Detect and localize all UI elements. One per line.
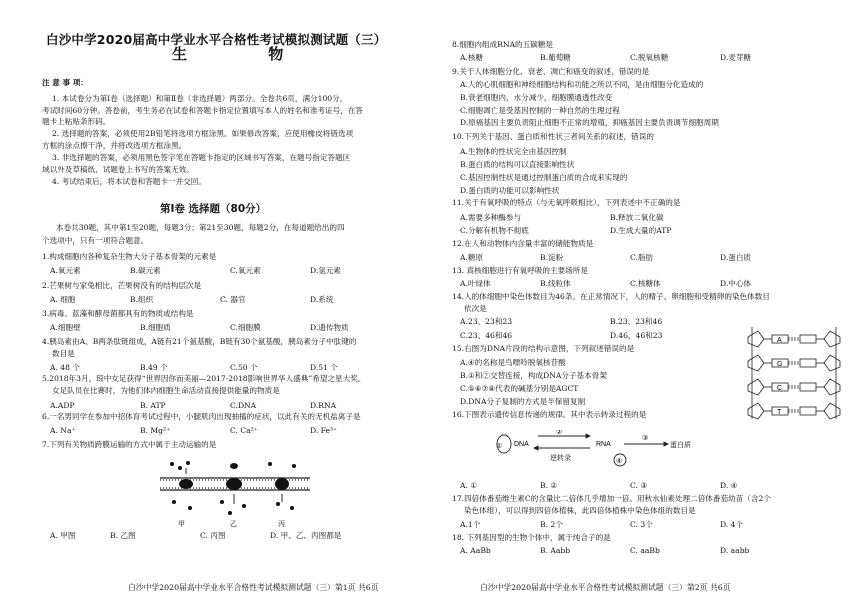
answer-option[interactable]: C.⑤⑥⑦⑧代表的碱基分别是AGCT <box>460 384 579 393</box>
protein-label: 蛋白质 <box>670 442 691 449</box>
answer-option[interactable]: D.46、46和23 <box>610 331 663 340</box>
membrane-transport-figure <box>160 458 310 528</box>
answer-option[interactable]: D. 4个 <box>720 520 744 529</box>
answer-option[interactable]: A.糖原 <box>460 253 484 262</box>
answer-option[interactable]: C.50 个 <box>230 363 258 372</box>
answer-option[interactable]: A.叶绿体 <box>460 279 491 288</box>
question-stem: 2.芒果树与家兔相比，芒果树没有的结构层次是 <box>42 281 202 290</box>
answer-option[interactable]: B.葡萄糖 <box>540 53 571 62</box>
question-stem: 3.病毒、蓝藻和酵母菌都具有的物质或结构是 <box>42 309 194 318</box>
answer-option[interactable]: A.氧元素 <box>50 266 81 275</box>
step-2: ② <box>556 430 563 436</box>
question-stem: 4.胰岛素由A、B两条肽链组成，A链有21个氨基酸，B链有30个氨基酸，胰岛素分子中肽键的 <box>42 337 357 346</box>
question-stem: 14.人的体细胞中染色体数目为46条。在正常情况下，人的精子、卵细胞和受精卵的染色体数目 <box>452 292 770 301</box>
answer-option[interactable]: B.23、23和46 <box>610 317 663 326</box>
answer-option[interactable]: B.衰老细胞内，水分减少，细胞膜通透性改变 <box>460 93 613 102</box>
answer-option[interactable]: B. ATP <box>140 401 166 410</box>
answer-option[interactable]: C.分解有机物不彻底 <box>460 226 529 235</box>
notice-item: 1. 本试卷分为第Ⅰ卷（选择题）和第Ⅱ卷（非选择题）两部分。全卷共6页，满分100分， <box>52 94 348 103</box>
answer-option[interactable]: C.23、46和46 <box>460 331 513 340</box>
question-stem: 数目是 <box>52 349 75 358</box>
answer-option[interactable]: A. Na⁺ <box>50 426 76 435</box>
answer-option[interactable]: A. AaBb <box>460 546 491 555</box>
answer-option[interactable]: A. 细胞 <box>50 295 76 304</box>
question-stem: 10.下列关于基因、蛋白质和性状三者间关系的叙述，错误的 <box>452 132 654 141</box>
answer-option[interactable]: D. 甲、乙、丙图都是 <box>270 531 342 540</box>
answer-option[interactable]: B.①和②交替连接，构成DNA分子基本骨架 <box>460 371 607 380</box>
answer-option[interactable]: C.细胞凋亡是受基因控制的一种自然的生理过程 <box>460 106 620 115</box>
question-stem: 12.在人和动物体内含量丰富的储能物质是 <box>452 239 594 248</box>
answer-option[interactable]: D.蛋白质的功能可以影响性状 <box>460 186 560 195</box>
notice-item: 方框的涂点擦干净，并将改选项方框涂黑。 <box>42 141 187 150</box>
answer-option[interactable]: A.23、23和23 <box>460 317 513 326</box>
answer-option[interactable]: B.49 个 <box>140 363 168 372</box>
base-label-a: A <box>777 337 782 344</box>
answer-option[interactable]: B. ② <box>540 481 558 490</box>
answer-option[interactable]: B.线粒体 <box>540 279 571 288</box>
answer-option[interactable]: A. 48 个 <box>50 363 80 372</box>
answer-option[interactable]: C.细胞膜 <box>230 323 261 332</box>
notice-heading: 注 意 事 项： <box>42 78 88 87</box>
answer-option[interactable]: D.中心体 <box>720 279 752 288</box>
answer-option[interactable]: C.核糖体 <box>630 279 661 288</box>
answer-option[interactable]: A. ① <box>460 481 478 490</box>
answer-option[interactable]: D.RNA <box>310 401 337 410</box>
answer-option[interactable]: B.组织 <box>130 295 154 304</box>
answer-option[interactable]: C.氧元素 <box>230 266 261 275</box>
question-stem: 13. 真核细胞进行有氧呼吸的主要场所是 <box>452 266 588 275</box>
answer-option[interactable]: C. 3个 <box>630 520 653 529</box>
answer-option[interactable]: B.释放二氧化碳 <box>610 213 664 222</box>
notice-item: 4. 考试结束后，将本试卷和答题卡一并交回。 <box>52 177 206 186</box>
answer-option[interactable]: A.1个 <box>460 520 481 529</box>
answer-option[interactable]: A.生物体的性状完全由基因控制 <box>460 147 567 156</box>
base-label-t: T <box>777 409 782 416</box>
question-stem: 女足队员在比赛时，为他们体内细胞生命活动直接提供能量的物质是 <box>52 386 280 395</box>
rna-label: RNA <box>596 441 611 448</box>
answer-option[interactable]: C.DNA <box>230 401 257 410</box>
dna-label: DNA <box>514 441 529 448</box>
base-label-g: G <box>777 361 783 368</box>
answer-option[interactable]: B.蛋白质的结构可以直接影响性状 <box>460 160 575 169</box>
answer-option[interactable]: D. aabb <box>720 546 750 555</box>
figure7-label-bing: 丙 <box>278 520 285 528</box>
notice-item: 2. 选择题的答案，必须使用2B铅笔将选项方框涂黑。如果修改答案，应使用橡皮将错选项 <box>52 129 354 138</box>
answer-option[interactable]: D.DNA分子复制的方式是半保留复制 <box>460 397 586 406</box>
footer-right: 白沙中学2020届高中学业水平合格性考试模拟测试题（三）第2页 共6页 <box>480 583 731 592</box>
base-label-c: C <box>777 385 783 392</box>
notice-item: 3. 非选择题的答案，必须用黑色签字笔在答题卡指定的区域书写答案，在题号指定答题区 <box>52 153 351 162</box>
answer-option[interactable]: D.生成大量的ATP <box>610 226 672 235</box>
question-stem: 依次是 <box>464 304 487 313</box>
step-3: ③ <box>642 435 649 442</box>
step-1: ① <box>496 443 503 450</box>
answer-option[interactable]: C.基因控制性状是通过控制蛋白质的合成来实现的 <box>460 173 628 182</box>
question-stem: 17.四倍体番茄维生素C的含量比二倍体几乎增加一倍。用秋水仙素处理二倍体番茄幼苗（含2个 <box>452 494 771 503</box>
answer-option[interactable]: D. Fe³⁺ <box>310 426 338 435</box>
answer-option[interactable]: A.核糖 <box>460 53 484 62</box>
question-stem: 8.细胞内组成RNA的五碳糖是 <box>452 40 554 49</box>
exam-title: 白沙中学2020届高中学业水平合格性考试模拟测试题（三） <box>46 32 387 47</box>
question-stem: 染色体组），可以得到四倍体植株，此四倍体植株中染色体组的数目是 <box>464 506 696 515</box>
question-stem: 18. 下列基因型的生物个体中，属于纯合子的是 <box>452 533 611 542</box>
figure7-label-jia: 甲 <box>178 520 185 528</box>
answer-option[interactable]: A.细胞壁 <box>50 323 81 332</box>
figure7-label-yi: 乙 <box>230 520 237 528</box>
answer-option[interactable]: B.细胞质 <box>140 323 171 332</box>
answer-option[interactable]: A.ADP <box>50 401 75 410</box>
question-stem: 7.下列有关物质跨膜运输的方式中属于主动运输的是 <box>42 440 217 449</box>
answer-option[interactable]: B. Aabb <box>540 546 571 555</box>
question-stem: 9.关于人体细胞分化、衰老、凋亡和癌变的叙述，错误的是 <box>452 67 650 76</box>
answer-option[interactable]: A.需要多种酶参与 <box>460 213 522 222</box>
answer-option[interactable]: B. 2个 <box>540 520 563 529</box>
footer-left: 白沙中学2020届高中学业水平合格性考试模拟测试题（三）第1页 共6页 <box>128 583 379 592</box>
answer-option[interactable]: D.系统 <box>310 295 334 304</box>
question-stem: 11.关于有氧呼吸的特点（与无氧呼吸相比），下列表述中不正确的是 <box>452 198 681 207</box>
answer-option[interactable]: D.氢元素 <box>310 266 342 275</box>
answer-option[interactable]: C. ③ <box>630 481 648 490</box>
answer-option[interactable]: C. 器官 <box>220 295 246 304</box>
answer-option[interactable]: B. Mg²⁺ <box>140 426 171 435</box>
answer-option[interactable]: D.51 个 <box>310 363 338 372</box>
answer-option[interactable]: A.人的心肌细胞和神经细胞结构和功能之所以不同，是由细胞分化造成的 <box>460 80 704 89</box>
answer-option[interactable]: D.蛋白质 <box>720 253 752 262</box>
question-stem: 15.右图为DNA片段的结构示意图，下列叙述错误的是 <box>452 344 635 353</box>
dna-structure-figure <box>744 323 844 423</box>
answer-option[interactable]: D.麦芽糖 <box>720 53 752 62</box>
central-dogma-figure <box>494 430 704 470</box>
answer-option[interactable]: B.淀粉 <box>540 253 564 262</box>
section-title: 第Ⅰ卷 选择题（80分） <box>160 203 267 215</box>
answer-option[interactable]: D.原癌基因主要负责阻止细胞不正常的增殖，抑癌基因主要负责调节细胞周期 <box>460 118 719 127</box>
step-4: ④ <box>616 458 623 465</box>
reverse-transcription-label: 逆转录 <box>550 455 571 462</box>
notice-item: 域以外及草稿纸、试题卷上书写的答案无效。 <box>42 165 194 174</box>
question-stem: 5.2018年3月，琼中女足获得“世界因你而美丽—2017-2018影响世界华人盛典”希望之星大奖。 <box>42 374 366 383</box>
question-stem: 6.一名男同学在参加中招体育考试过程中，小腿肌肉出现抽搐的症状，以此有关的无机盐离子是 <box>42 412 361 421</box>
answer-option[interactable]: D. ④ <box>720 481 738 490</box>
answer-option[interactable]: C.脱氧核糖 <box>630 53 669 62</box>
answer-option[interactable]: B.碳元素 <box>130 266 161 275</box>
section-intro-line2: 个选项中，只有一项符合题意。 <box>42 236 149 245</box>
answer-option[interactable]: B. 乙图 <box>110 531 136 540</box>
section-intro-line1: 本卷共30题，其中第1至20题，每题3分；第21至30题，每题2分，在每道题给出的四 <box>56 223 345 232</box>
answer-option[interactable]: A.④的名称是鸟嘌呤脱氧核苷酸 <box>460 358 566 367</box>
question-stem: 16.下图表示遗传信息传递的规律。其中表示转录过程的是 <box>452 410 647 419</box>
question-stem: 1.构成细胞内各种复杂生物大分子基本骨架的元素是 <box>42 252 217 261</box>
answer-option[interactable]: C.脂肪 <box>630 253 654 262</box>
notice-item: 题卡上粘贴条形码。 <box>42 117 111 126</box>
answer-option[interactable]: C. aaBb <box>630 546 660 555</box>
answer-option[interactable]: C. 丙图 <box>200 531 226 540</box>
subject-title: 生 物 <box>172 45 322 63</box>
answer-option[interactable]: C. Ca²⁺ <box>230 426 258 435</box>
answer-option[interactable]: D.遗传物质 <box>310 323 349 332</box>
answer-option[interactable]: A. 甲图 <box>50 531 76 540</box>
notice-item: 考试时间60分钟。答卷前，考生务必在试卷和答题卡指定位置填写本人的姓名和准考证号，在答 <box>42 106 364 115</box>
